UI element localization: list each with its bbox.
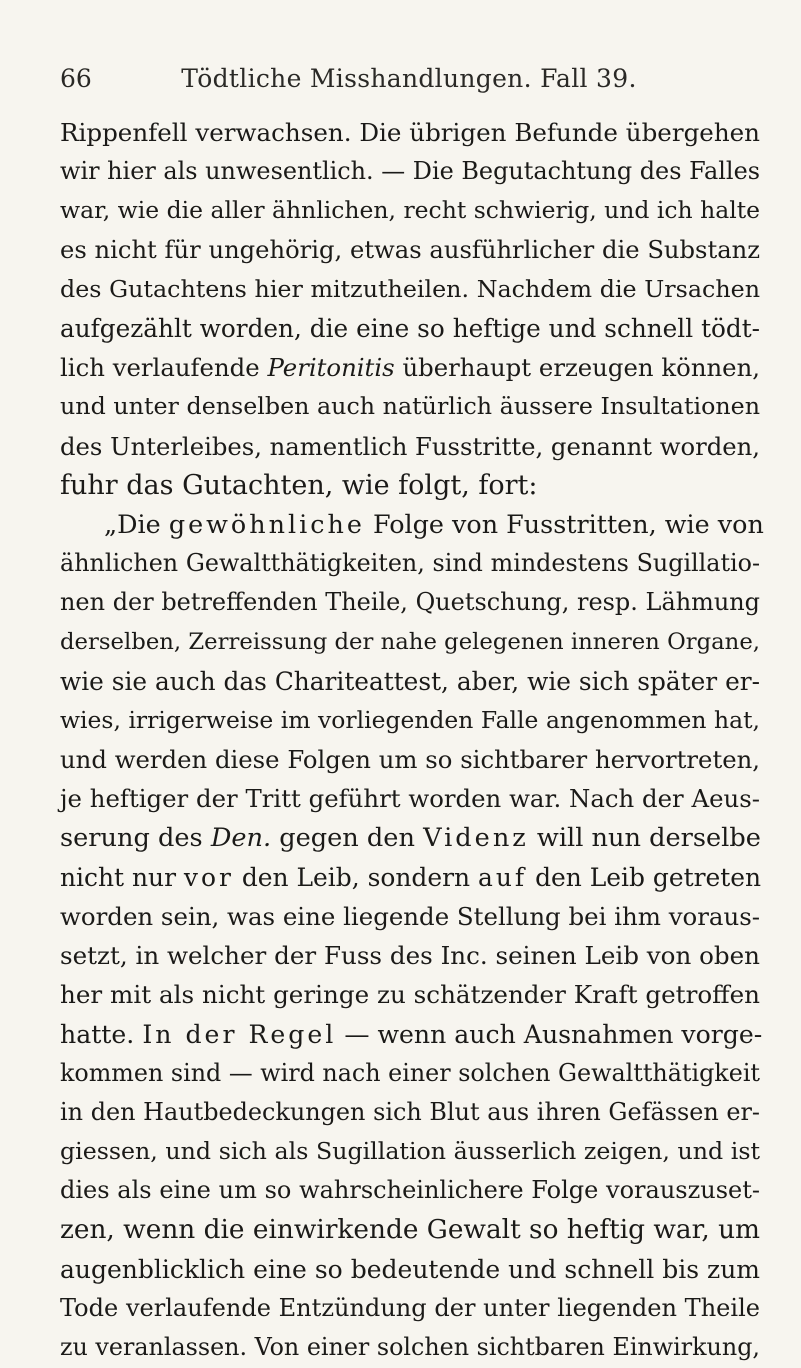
text-line: dies als eine um so wahrscheinlichere Folge vorauszuset- bbox=[60, 1176, 760, 1205]
text-line: augenblicklich eine so bedeutende und schnell bis zum bbox=[60, 1254, 760, 1284]
text-line: derselben, Zerreissung der nahe gelegenen inneren Organe, bbox=[60, 628, 760, 655]
text-segment: will nun derselbe bbox=[528, 822, 761, 853]
spaced-emphasis: auf bbox=[478, 862, 528, 892]
text-line: wie sie auch das Chariteattest, aber, wie sich später er- bbox=[60, 666, 760, 696]
text-segment: gegen den bbox=[271, 822, 424, 853]
running-title: Tödtliche Misshandlungen. Fall 39. bbox=[181, 64, 637, 93]
text-line: her mit als nicht geringe zu schätzender Kraft getroffen bbox=[60, 980, 760, 1010]
text-line: Rippenfell verwachsen. Die übrigen Befunde übergehen bbox=[60, 118, 760, 147]
text-line bbox=[60, 858, 760, 897]
italic-term: Den. bbox=[210, 822, 272, 853]
text-line: Tode verlaufende Entzündung der unter liegenden Theile bbox=[60, 1294, 760, 1323]
text-line: kommen sind — wird nach einer solchen Gewaltthätigkeit bbox=[60, 1058, 760, 1087]
text-line bbox=[60, 1015, 763, 1054]
text-segment: — wenn auch Ausnahmen vorge- bbox=[336, 1019, 763, 1049]
text-line: nen der betreffenden Theile, Quetschung, resp. Lähmung bbox=[60, 588, 760, 617]
text-segment: hatte. bbox=[60, 1019, 143, 1049]
text-segment: nicht nur bbox=[60, 862, 184, 892]
spaced-emphasis: gewöhnliche bbox=[168, 509, 365, 540]
text-line: des Unterleibes, namentlich Fusstritte, genannt worden, bbox=[60, 431, 760, 461]
text-segment: Folge von Fusstritten, wie von bbox=[364, 509, 764, 540]
text-line: giessen, und sich als Sugillation äusserlich zeigen, und ist bbox=[60, 1137, 760, 1166]
text-line: zu veranlassen. Von einer solchen sichtbaren Einwirkung, bbox=[60, 1333, 760, 1362]
italic-term: Peritonitis bbox=[267, 353, 395, 383]
text-line: war, wie die aller ähnlichen, recht schwierig, und ich halte bbox=[60, 196, 761, 225]
text-line: und unter denselben auch natürlich äussere Insultationen bbox=[60, 392, 760, 421]
body-text bbox=[60, 113, 764, 1368]
text-line: fuhr das Gutachten, wie folgt, fort: bbox=[60, 469, 538, 501]
text-line: aufgezählt worden, die eine so heftige und schnell tödt- bbox=[60, 314, 760, 344]
text-line: ähnlichen Gewaltthätigkeiten, sind mindestens Sugillatio- bbox=[60, 549, 760, 578]
text-line: je heftiger der Tritt geführt worden war. Nach der Aeus- bbox=[60, 784, 760, 814]
spaced-emphasis: In der Regel bbox=[142, 1019, 337, 1049]
text-line: in den Hautbedeckungen sich Blut aus ihren Gefässen er- bbox=[60, 1098, 760, 1127]
spaced-emphasis: vor bbox=[183, 862, 234, 892]
text-segment: „Die bbox=[104, 509, 169, 540]
text-line: es nicht für ungehörig, etwas ausführlicher die Substanz bbox=[60, 235, 760, 264]
text-segment: den Leib getreten bbox=[527, 862, 762, 892]
text-line: worden sein, was eine liegende Stellung bei ihm voraus- bbox=[60, 902, 760, 932]
text-line: wir hier als unwesentlich. — Die Begutachtung des Falles bbox=[60, 157, 760, 186]
text-line: des Gutachtens hier mitzutheilen. Nachdem die Ursachen bbox=[60, 274, 760, 303]
text-line bbox=[60, 505, 764, 544]
text-segment: den Leib, sondern bbox=[233, 862, 479, 892]
text-line: setzt, in welcher der Fuss des Inc. seinen Leib von oben bbox=[60, 941, 760, 971]
text-line bbox=[60, 348, 760, 387]
text-line: wies, irrigerweise im vorliegenden Falle angenommen hat, bbox=[60, 706, 760, 735]
text-segment: lich verlaufende bbox=[60, 353, 268, 383]
page-number: 66 bbox=[60, 64, 92, 93]
text-segment: überhaupt erzeugen können, bbox=[394, 353, 760, 383]
running-header bbox=[60, 64, 758, 98]
text-line bbox=[60, 819, 760, 858]
text-line: zen, wenn die einwirkende Gewalt so heftig war, um bbox=[60, 1214, 761, 1245]
spaced-emphasis: Videnz bbox=[423, 822, 529, 853]
text-segment: serung des bbox=[60, 822, 211, 853]
text-line: und werden diese Folgen um so sichtbarer hervortreten, bbox=[60, 745, 760, 775]
